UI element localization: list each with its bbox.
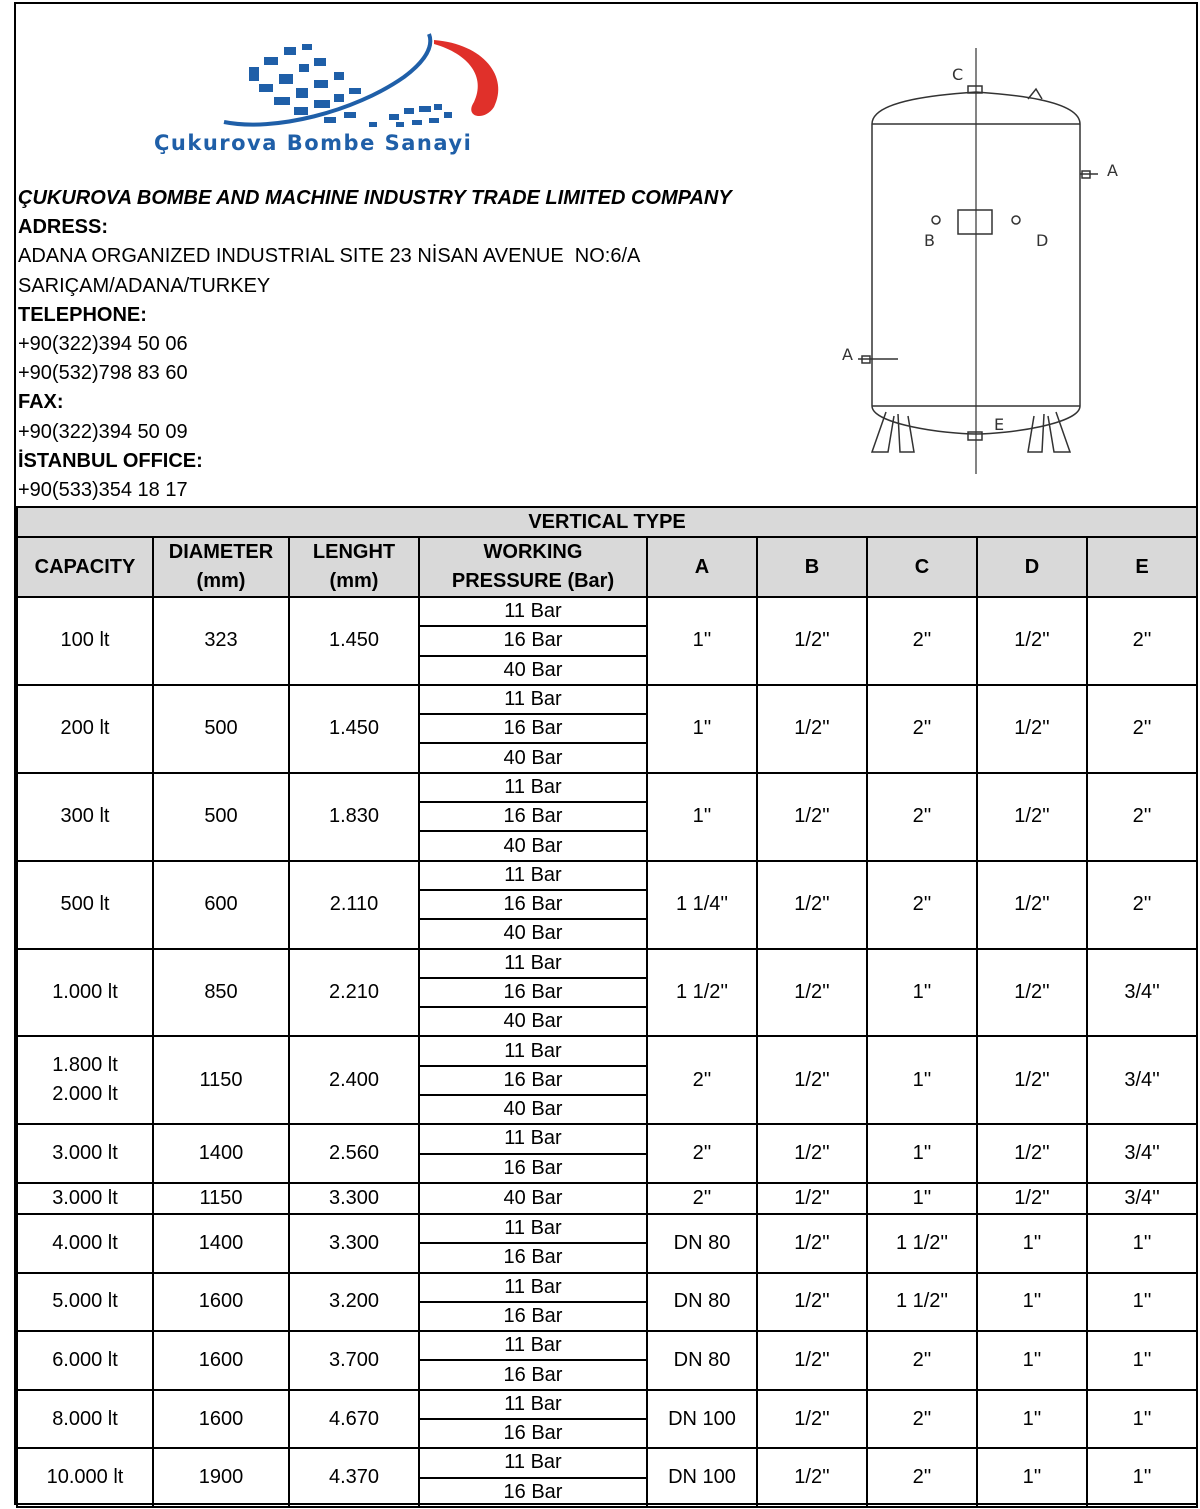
header-capacity: CAPACITY [17, 537, 153, 597]
cell-capacity: 4.000 lt [17, 1214, 153, 1273]
cell-diameter: 1600 [153, 1273, 289, 1332]
cell-length: 3.300 [289, 1214, 419, 1273]
table-row [17, 1448, 1197, 1477]
cell-b: 1/2'' [757, 861, 867, 949]
cell-length: 1.450 [289, 597, 419, 685]
cell-b: 1/2'' [757, 1331, 867, 1390]
cell-e: 2'' [1087, 861, 1197, 949]
cell-working-pressure: 16 Bar [419, 1154, 647, 1183]
cell-b: 1/2'' [757, 597, 867, 685]
cell-length: 2.210 [289, 949, 419, 1037]
telephone-1: +90(322)394 50 06 [18, 332, 188, 355]
cell-e: 2'' [1087, 773, 1197, 861]
cell-working-pressure: 40 Bar [419, 831, 647, 860]
cell-d: 1/2'' [977, 1036, 1087, 1124]
cell-c: 2'' [867, 773, 977, 861]
istanbul-office-phone: +90(533)354 18 17 [18, 478, 188, 501]
cell-a: DN 100 [647, 1448, 757, 1507]
cell-d: 1/2'' [977, 1183, 1087, 1214]
telephone-2: +90(532)798 83 60 [18, 362, 188, 385]
cell-b: 1/2'' [757, 773, 867, 861]
cell-e: 1'' [1087, 1448, 1197, 1507]
vertical-type-table [16, 506, 1198, 1508]
cell-c: 1'' [867, 1183, 977, 1214]
header-c: C [867, 537, 977, 597]
cell-working-pressure: 40 Bar [419, 1183, 647, 1214]
cell-length: 2.560 [289, 1124, 419, 1183]
table-row [17, 1331, 1197, 1360]
cell-working-pressure: 11 Bar [419, 685, 647, 714]
cell-length: 4.670 [289, 1390, 419, 1449]
address-line-1: ADANA ORGANIZED INDUSTRIAL SITE 23 NİSAN AVENUE NO:6/A [18, 245, 641, 268]
cell-a: 2'' [647, 1183, 757, 1214]
cell-diameter: 500 [153, 685, 289, 773]
cell-b: 1/2'' [757, 1183, 867, 1214]
table-row [17, 1273, 1197, 1302]
cell-diameter: 1150 [153, 1183, 289, 1214]
cell-capacity: 100 lt [17, 597, 153, 685]
fax-label: FAX: [18, 391, 64, 414]
company-logo [134, 22, 604, 162]
label-a-top: A [1107, 161, 1118, 180]
cell-c: 2'' [867, 1331, 977, 1390]
cell-capacity: 3.000 lt [17, 1183, 153, 1214]
cell-diameter: 1900 [153, 1448, 289, 1507]
cell-b: 1/2'' [757, 1448, 867, 1507]
cell-working-pressure: 16 Bar [419, 890, 647, 919]
cell-diameter: 850 [153, 949, 289, 1037]
cell-diameter: 1400 [153, 1124, 289, 1183]
cell-working-pressure: 40 Bar [419, 1095, 647, 1124]
cell-diameter: 1600 [153, 1331, 289, 1390]
cell-a: 2'' [647, 1036, 757, 1124]
cell-d: 1/2'' [977, 949, 1087, 1037]
cell-working-pressure: 16 Bar [419, 714, 647, 743]
cell-length: 1.830 [289, 773, 419, 861]
cell-b: 1/2'' [757, 1214, 867, 1273]
table-row [17, 949, 1197, 978]
cell-capacity: 10.000 lt [17, 1448, 153, 1507]
cell-capacity: 1.800 lt 2.000 lt [17, 1036, 153, 1124]
cell-diameter: 323 [153, 597, 289, 685]
cell-length: 3.700 [289, 1331, 419, 1390]
cell-c: 2'' [867, 1390, 977, 1449]
company-name: ÇUKUROVA BOMBE AND MACHINE INDUSTRY TRADE LIMITED COMPANY [18, 187, 732, 209]
company-info [18, 184, 818, 505]
cell-c: 1 1/2'' [867, 1214, 977, 1273]
header-section [16, 4, 1196, 506]
header-diameter: DIAMETER (mm) [153, 537, 289, 597]
table-row [17, 597, 1197, 626]
label-e: E [994, 415, 1005, 434]
cell-diameter: 1400 [153, 1214, 289, 1273]
table-row [17, 1124, 1197, 1153]
logo-text: Çukurova Bombe Sanayi [154, 131, 473, 155]
table-row [17, 685, 1197, 714]
cell-d: 1/2'' [977, 861, 1087, 949]
cell-d: 1'' [977, 1390, 1087, 1449]
address-label: ADRESS: [18, 216, 109, 239]
tank-diagram [828, 44, 1118, 484]
table-row [17, 861, 1197, 890]
cell-e: 1'' [1087, 1331, 1197, 1390]
spec-sheet [14, 2, 1198, 1505]
cell-a: DN 100 [647, 1390, 757, 1449]
cell-working-pressure: 11 Bar [419, 949, 647, 978]
cell-e: 1'' [1087, 1273, 1197, 1332]
table-row [17, 773, 1197, 802]
cell-c: 1 1/2'' [867, 1273, 977, 1332]
cell-length: 3.300 [289, 1183, 419, 1214]
cell-working-pressure: 11 Bar [419, 1124, 647, 1153]
cell-b: 1/2'' [757, 685, 867, 773]
cell-b: 1/2'' [757, 1124, 867, 1183]
cell-working-pressure: 11 Bar [419, 861, 647, 890]
cell-working-pressure: 16 Bar [419, 1243, 647, 1272]
cell-c: 2'' [867, 685, 977, 773]
cell-length: 4.370 [289, 1448, 419, 1507]
cell-length: 1.450 [289, 685, 419, 773]
cell-d: 1/2'' [977, 597, 1087, 685]
cell-b: 1/2'' [757, 1390, 867, 1449]
cell-diameter: 1600 [153, 1390, 289, 1449]
cell-a: DN 80 [647, 1331, 757, 1390]
cell-working-pressure: 16 Bar [419, 626, 647, 655]
cell-working-pressure: 16 Bar [419, 978, 647, 1007]
cell-capacity: 500 lt [17, 861, 153, 949]
cell-working-pressure: 40 Bar [419, 743, 647, 772]
telephone-label: TELEPHONE: [18, 303, 147, 326]
header-d: D [977, 537, 1087, 597]
cell-e: 3/4'' [1087, 1183, 1197, 1214]
cell-length: 2.110 [289, 861, 419, 949]
cell-d: 1'' [977, 1214, 1087, 1273]
cell-c: 1'' [867, 1124, 977, 1183]
cell-working-pressure: 40 Bar [419, 1007, 647, 1036]
cell-working-pressure: 11 Bar [419, 597, 647, 626]
cell-e: 3/4'' [1087, 949, 1197, 1037]
table-row [17, 1183, 1197, 1214]
cell-a: 1 1/4'' [647, 861, 757, 949]
cell-a: 2'' [647, 1124, 757, 1183]
cell-d: 1/2'' [977, 773, 1087, 861]
cell-d: 1'' [977, 1331, 1087, 1390]
cell-working-pressure: 16 Bar [419, 1419, 647, 1448]
cell-e: 1'' [1087, 1214, 1197, 1273]
label-c: C [952, 65, 964, 84]
cell-capacity: 6.000 lt [17, 1331, 153, 1390]
cell-diameter: 1150 [153, 1036, 289, 1124]
cell-a: 1'' [647, 597, 757, 685]
cell-working-pressure: 40 Bar [419, 919, 647, 948]
label-a-bottom: A [842, 345, 853, 364]
cell-working-pressure: 16 Bar [419, 1360, 647, 1389]
cell-capacity: 300 lt [17, 773, 153, 861]
cell-working-pressure: 11 Bar [419, 773, 647, 802]
table-row [17, 1390, 1197, 1419]
cell-e: 1'' [1087, 1390, 1197, 1449]
cell-working-pressure: 16 Bar [419, 1066, 647, 1095]
header-working-pressure: WORKING PRESSURE (Bar) [419, 537, 647, 597]
cell-diameter: 500 [153, 773, 289, 861]
cell-b: 1/2'' [757, 1036, 867, 1124]
cell-working-pressure: 11 Bar [419, 1331, 647, 1360]
cell-a: 1'' [647, 685, 757, 773]
cell-working-pressure: 16 Bar [419, 802, 647, 831]
cell-capacity: 5.000 lt [17, 1273, 153, 1332]
cell-a: DN 80 [647, 1214, 757, 1273]
cell-capacity: 1.000 lt [17, 949, 153, 1037]
cell-e: 2'' [1087, 597, 1197, 685]
cell-d: 1'' [977, 1273, 1087, 1332]
cell-c: 2'' [867, 597, 977, 685]
table-row [17, 1036, 1197, 1065]
header-length: LENGHT (mm) [289, 537, 419, 597]
cell-working-pressure: 11 Bar [419, 1273, 647, 1302]
table-title: VERTICAL TYPE [17, 507, 1197, 537]
cell-a: 1'' [647, 773, 757, 861]
cell-d: 1/2'' [977, 1124, 1087, 1183]
fax-number: +90(322)394 50 09 [18, 420, 188, 443]
cell-working-pressure: 16 Bar [419, 1478, 647, 1507]
cell-c: 1'' [867, 949, 977, 1037]
cell-diameter: 600 [153, 861, 289, 949]
cell-length: 2.400 [289, 1036, 419, 1124]
address-line-2: SARIÇAM/ADANA/TURKEY [18, 274, 271, 297]
cell-working-pressure: 11 Bar [419, 1214, 647, 1243]
cell-d: 1/2'' [977, 685, 1087, 773]
table-body [17, 597, 1197, 1507]
cell-working-pressure: 11 Bar [419, 1390, 647, 1419]
header-b: B [757, 537, 867, 597]
cell-b: 1/2'' [757, 949, 867, 1037]
cell-a: DN 80 [647, 1273, 757, 1332]
cell-e: 3/4'' [1087, 1124, 1197, 1183]
cell-working-pressure: 16 Bar [419, 1302, 647, 1331]
label-b: B [924, 231, 935, 250]
cell-d: 1'' [977, 1448, 1087, 1507]
cell-working-pressure: 11 Bar [419, 1448, 647, 1477]
istanbul-office-label: İSTANBUL OFFICE: [18, 449, 203, 472]
cell-capacity: 3.000 lt [17, 1124, 153, 1183]
cell-length: 3.200 [289, 1273, 419, 1332]
cell-capacity: 200 lt [17, 685, 153, 773]
cell-c: 2'' [867, 861, 977, 949]
table-row [17, 1214, 1197, 1243]
label-d: D [1036, 231, 1049, 250]
cell-c: 1'' [867, 1036, 977, 1124]
cell-e: 3/4'' [1087, 1036, 1197, 1124]
cell-b: 1/2'' [757, 1273, 867, 1332]
cell-a: 1 1/2'' [647, 949, 757, 1037]
cell-c: 2'' [867, 1448, 977, 1507]
cell-e: 2'' [1087, 685, 1197, 773]
cell-capacity: 8.000 lt [17, 1390, 153, 1449]
header-a: A [647, 537, 757, 597]
header-e: E [1087, 537, 1197, 597]
cell-working-pressure: 11 Bar [419, 1036, 647, 1065]
cell-working-pressure: 40 Bar [419, 656, 647, 685]
